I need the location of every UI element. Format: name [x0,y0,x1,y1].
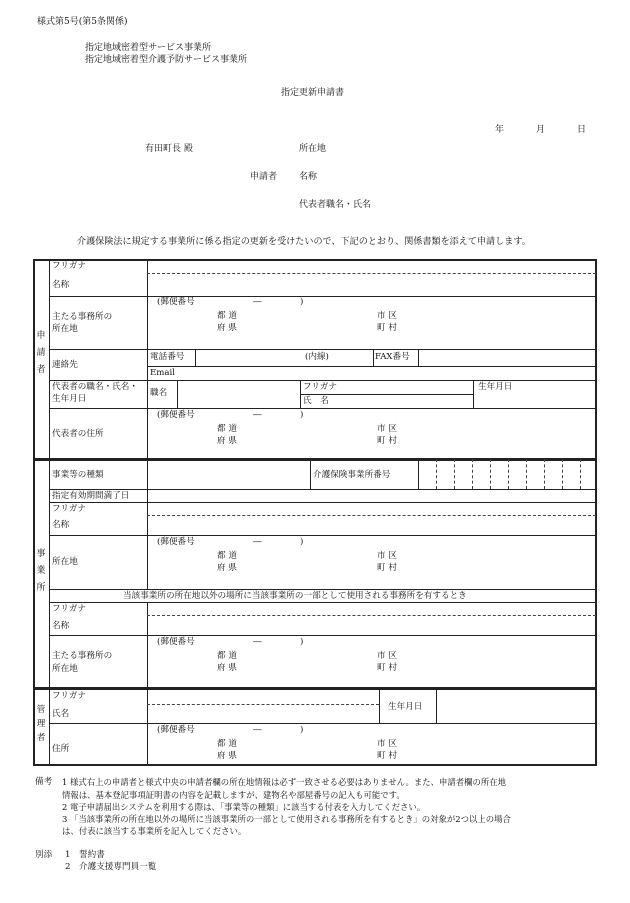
intro-text: 介護保険法に規定する事業所に係る指定の更新を受けたいので、下記のとおり、関係書類を添えて申請します。 [77,237,531,247]
city-cho: 町 村 [377,751,397,761]
section-label-manager: 管理者 [36,705,46,743]
addressee: 有田町長 殿 [145,144,193,154]
postal-close: ) [300,410,304,420]
postal-close: ) [300,725,304,735]
branch-name-label: 名称 [52,621,70,631]
phone-label: 電話番号 [150,352,185,362]
postal-close: ) [300,537,304,547]
postal-close: ) [300,297,304,307]
manager-address-label: 住所 [52,744,70,754]
prefecture-fu: 府 県 [217,751,237,761]
applicant-name-label: 名称 [299,172,318,182]
manager-birthdate-label: 生年月日 [388,702,423,712]
prefecture-fu: 府 県 [217,323,237,333]
fax-label: FAX番号 [375,352,410,362]
postal-close: ) [300,637,304,647]
attachment-2: 2 介護支援専門員一覧 [65,862,157,872]
attachments-label: 別添 [35,850,53,860]
prefecture-to: 都 道 [217,651,237,661]
rep-title-label-2: 生年月日 [52,394,87,404]
business-furigana-label: フリガナ [52,504,86,514]
city-shi: 市 区 [377,651,397,661]
prefecture-fu: 府 県 [217,563,237,573]
note-2: 2 電子申請届出システムを利用する際は、「事業等の種類」に該当する付表を入力してください。 [62,802,426,812]
valid-period-label: 指定有効期間満了日 [52,491,130,501]
prefecture-to: 都 道 [217,551,237,561]
date-year: 年 [495,125,505,135]
manager-furigana-label: フリガナ [52,691,86,701]
postal-dash: ― [253,410,262,420]
applicant-name-field-label: 名称 [52,280,70,290]
city-shi: 市 区 [377,739,397,749]
city-shi: 市 区 [377,551,397,561]
note-3b: は、付表に該当する事業所を記入してください。 [62,826,247,836]
prefecture-to: 都 道 [217,311,237,321]
postal-dash: ― [253,637,262,647]
section-label-applicant: 申請者 [36,331,46,375]
business-name-label: 名称 [52,520,70,530]
main-office-label-2: 所在地 [52,324,78,334]
manager-name-label: 氏名 [52,709,70,719]
position-label: 職名 [150,388,168,398]
applicant-furigana-label: フリガナ [52,261,86,271]
postal-dash: ― [253,725,262,735]
branch-office-label-1: 主たる事務所の [52,651,113,661]
date-day: 日 [577,125,587,135]
business-type-label: 事業等の種類 [52,470,104,480]
rep-title-label-1: 代表者の職名・氏名・ [52,382,138,392]
branch-postal-label: (郵便番号 [157,637,195,647]
postal-dash: ― [253,537,262,547]
section-label-business: 事業所 [36,549,46,593]
service-type-line-1: 指定地域密着型サービス事業所 [85,43,212,53]
manager-section [33,688,597,766]
rep-shimei-label: 氏 名 [303,396,329,406]
city-shi: 市 区 [377,311,397,321]
rep-postal-label: (郵便番号 [157,410,195,420]
city-cho: 町 村 [377,563,397,573]
email-label: Email [150,368,176,378]
other-place-note: 当該事業所の所在地以外の場所に当該事業所の一部として使用される事務所を有するとき [123,591,467,601]
note-3a: 3 「当該事業所の所在地以外の場所に当該事業所の一部として使用される事務所を有するとき」の対象が2つ以上の場合 [62,814,511,824]
extension-label: (内線) [305,352,329,362]
city-shi: 市 区 [377,424,397,434]
attachment-1: 1 誓約書 [65,850,105,860]
main-office-label-1: 主たる事務所の [52,312,113,322]
date-month: 月 [536,125,546,135]
rep-birthdate-label: 生年月日 [478,382,513,392]
city-cho: 町 村 [377,663,397,673]
representative-label: 代表者職名・氏名 [299,200,372,210]
business-postal-label: (郵便番号 [157,537,195,547]
contact-label: 連絡先 [52,360,78,370]
branch-office-label-2: 所在地 [52,664,78,674]
prefecture-to: 都 道 [217,424,237,434]
service-type-line-2: 指定地域密着型介護予防サービス事業所 [85,55,248,65]
city-cho: 町 村 [377,436,397,446]
form-number: 様式第5号(第5条関係) [37,17,128,27]
applicant-address-label: 所在地 [299,144,327,154]
branch-furigana-label: フリガナ [52,604,86,614]
applicant-label: 申請者 [250,172,278,182]
notes-label: 備考 [35,777,53,787]
manager-postal-label: (郵便番号 [157,725,195,735]
prefecture-fu: 府 県 [217,663,237,673]
page-title: 指定更新申請書 [281,88,345,98]
applicant-postal-label: (郵便番号 [157,297,195,307]
insurance-number-label: 介護保険事業所番号 [313,470,391,480]
prefecture-to: 都 道 [217,739,237,749]
note-1b: 情報は、基本登記事項証明書の内容を記載しますが、建物名や部屋番号の記入も可能です。 [62,790,405,800]
rep-address-label: 代表者の住所 [52,429,104,439]
city-cho: 町 村 [377,323,397,333]
prefecture-fu: 府 県 [217,436,237,446]
business-location-label: 所在地 [52,557,78,567]
postal-dash: ― [253,297,262,307]
rep-furigana-label: フリガナ [303,382,337,392]
note-1a: 1 様式右上の申請者と様式中央の申請者欄の所在地情報は必ず一致させる必要はありません。また、申請者欄の所在地 [62,777,506,787]
